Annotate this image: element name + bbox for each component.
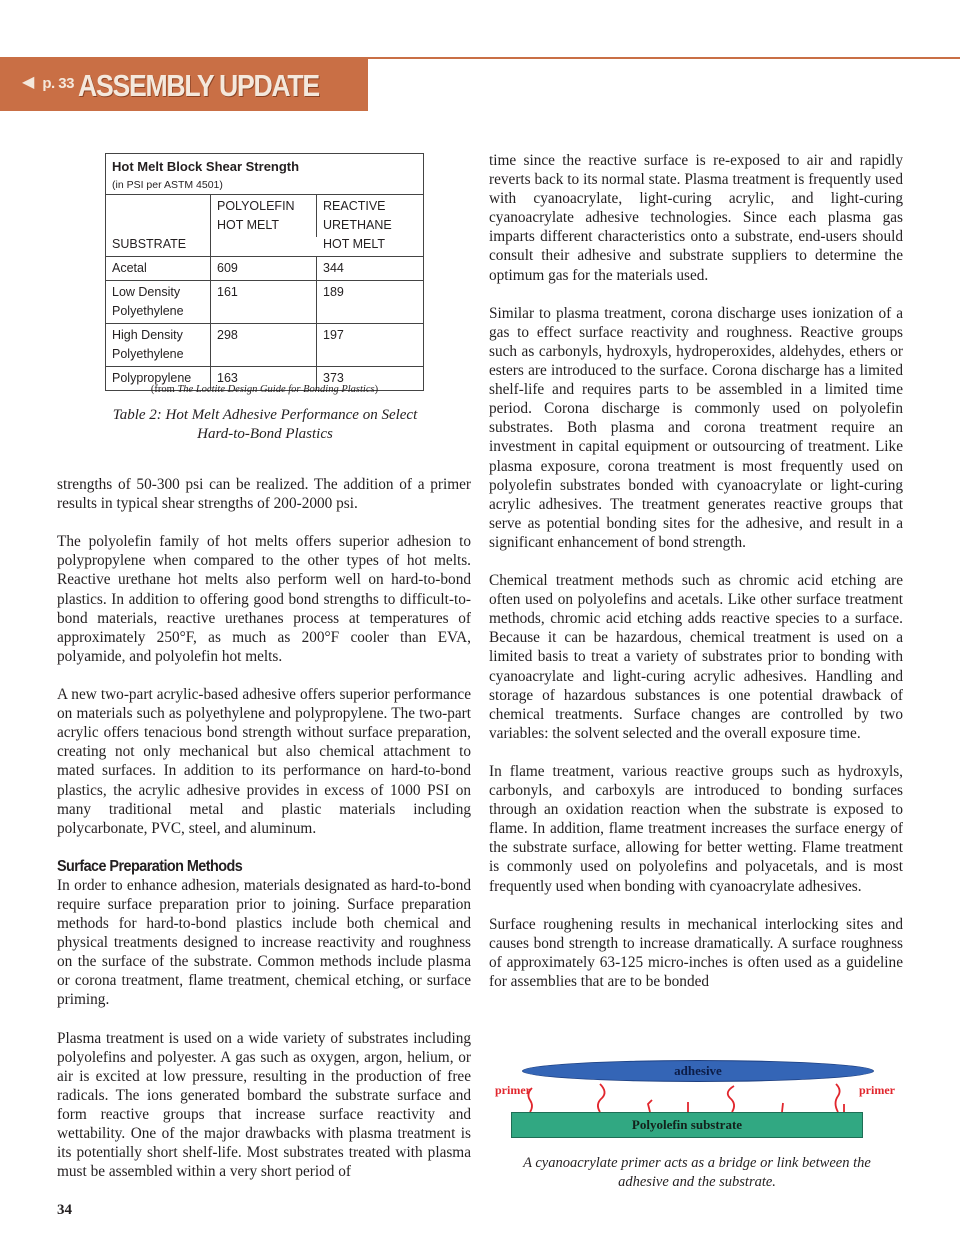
- table-cell: 344: [323, 261, 344, 275]
- header-rule: [368, 57, 960, 59]
- paragraph: time since the reactive surface is re-exposed to air and rapidly reverts back to its normal state. Plasma treatment is frequently used with cyanoacrylate, light-curing acrylic, and light-curing cyanoacrylate adhesive technologies. Since each plasma gas imparts different characteristics onto a substrate, end-users should consult their adhesive and substrate suppliers to determine the optimum gas for the materials used.: [489, 152, 903, 284]
- section-title: ASSEMBLY UPDATE: [78, 68, 319, 103]
- page-reference: p. 33: [42, 75, 74, 92]
- table-title: Hot Melt Block Shear Strength: [112, 159, 300, 174]
- left-column: [57, 475, 471, 1181]
- paragraph: Surface roughening results in mechanical interlocking sites and causes bond strength to increase dramatically. A surface roughness of approximately 63-125 micro-inches is often used as a guideline for assemblies that are to be bonded: [489, 915, 903, 991]
- adhesive-layer: adhesive: [522, 1060, 874, 1082]
- table-cell: 163: [211, 367, 317, 390]
- table-caption: Table 2: Hot Melt Adhesive Performance on Select Hard-to-Bond Plastics: [112, 407, 418, 442]
- table-cell: 373: [323, 371, 344, 385]
- table-cell: 161: [211, 281, 317, 323]
- primer-label-left: primer: [495, 1083, 531, 1097]
- paragraph: The polyolefin family of hot melts offers superior adhesion to polypropylene when compared to the other types of hot melts. Reactive urethane hot melts also perform well on hard-to-bond plastics. In addition to offering good bond strengths to difficult-to-bond materials, reactive urethanes process at temperatures of approximately 250°F, as much as 200°F cooler than EVA, polyamide, and polyolefin hot melts.: [57, 533, 471, 665]
- substrate-layer: Polyolefin substrate: [511, 1112, 863, 1138]
- right-column: [489, 151, 903, 991]
- primer-label-right: primer: [859, 1083, 895, 1097]
- figure-caption: A cyanoacrylate primer acts as a bridge or link between the adhesive and the substrate.: [523, 1155, 871, 1190]
- table-header-row: [106, 194, 423, 257]
- table-row: [106, 281, 423, 324]
- paragraph: Plasma treatment is used on a wide variety of substrates including polyolefins and polyester. A gas such as oxygen, argon, helium, or air is excited at low pressure, resulting in the production of free radicals. The ions generated bombard the substrate surface and form reactive groups that increase surface reactivity and wettability. One of the major drawbacks with plasma treatment is its potentially short shelf-life. Most substrates treated with plasma must be assembled within a very short period of: [57, 1029, 471, 1181]
- left-arrow-icon: ◀: [22, 74, 35, 91]
- table-cell: Low Density Polyethylene: [106, 281, 211, 323]
- table-cell: 298: [211, 324, 317, 366]
- column-header-polyolefin: POLYOLEFIN HOT MELT: [211, 195, 317, 237]
- table-cell: Acetal: [106, 257, 211, 280]
- table-cell: 197: [323, 328, 344, 342]
- paragraph: Chemical treatment methods such as chromic acid etching are often used on polyolefins and acetals. Like other surface treatment methods, chromic acid etching adds reactive species to a surface. Because it can be hazardous, chemical treatment is used on a limited basis to treat a variety of substrates prior to bonding with cyanoacrylate and light-curing acrylic adhesives. Handling and storage of hazardous substances is one potential drawback of chemical treatments. Surface changes are controlled by two variables: the solvent selected and the overall exposure time.: [489, 572, 903, 742]
- table-cell: 609: [211, 257, 317, 280]
- table-cell: Polypropylene: [106, 367, 211, 390]
- table-row: [106, 324, 423, 367]
- paragraph: In order to enhance adhesion, materials designated as hard-to-bond require surface preparation prior to joining. Surface preparation methods for hard-to-bond plastics include both chemical and physical treatments designed to increase reactivity and roughness on the surface of the substrate. Common methods include plasma or corona treatment, flame treatment, chemical etching, or surface priming.: [57, 876, 471, 1009]
- section-heading: Surface Preparation Methods: [57, 857, 243, 875]
- previous-page-link[interactable]: [22, 72, 74, 95]
- table-source: [105, 383, 424, 396]
- paragraph: In flame treatment, various reactive groups such as hydroxyls, carbonyls, and carboxyls are introduced to bonding surfaces through an oxidation reaction when the substrate is exposed to flame. In addition, flame treatment increases the surface energy of the substrate surface, allowing for better wetting. Flame treatment is commonly used on polyolefins and polyacetals, and is most frequently used when bonding with cyanoacrylate adhesives.: [489, 763, 903, 895]
- shear-strength-table: [105, 153, 424, 391]
- table-row: [106, 257, 423, 281]
- table-cell: High Density Polyethylene: [106, 324, 211, 366]
- table-subtitle: (in PSI per ASTM 4501): [112, 179, 223, 191]
- column-header-reactive-urethane: REACTIVE URETHANE HOT MELT: [323, 199, 392, 251]
- table-source-suffix: ): [374, 384, 379, 395]
- page-number: 34: [57, 1202, 72, 1218]
- table-source-title: The Loctite Design Guide for Bonding Plastics: [177, 384, 375, 395]
- table-cell: 189: [323, 285, 344, 299]
- paragraph: Similar to plasma treatment, corona discharge uses ionization of a gas to effect surface reactivity and roughness. Reactive groups such as carbonyls, hydroxyls, hydroperoxides, aldehydes, ethers or esters are introduced to the surface. Corona discharge has a limited shelf-life and requires parts to be assembled in a limited time period. Corona discharge is commonly used on polyolefin substrates. Both plasma and corona treatment require an investment in capital equipment or outsourcing of treatment. Like plasma exposure, corona treatment is most frequently used on polyolefin substrates bonded with cyanoacrylate or light-curing acrylic adhesives. The treatment generates reactive groups that serve as potential bonding sites for the adhesive, and result in a significant enhancement of bond strength.: [489, 304, 903, 551]
- table-source-prefix: (from: [150, 384, 178, 395]
- primer-diagram: [492, 1052, 902, 1146]
- column-header-substrate: SUBSTRATE: [106, 195, 211, 256]
- paragraph: A new two-part acrylic-based adhesive offers superior performance on materials such as polyethylene and polypropylene. The two-part acrylic offers tenacious bond strength without surface preparation, creating not only mechanical but also chemical attachment to mated surfaces. In addition to its performance on hard-to-bond plastics, the acrylic adhesive provides in excess of 1000 PSI on many traditional metal and plastic materials including polycarbonate, PVC, steel, and aluminum.: [57, 686, 471, 837]
- paragraph: strengths of 50-300 psi can be realized. The addition of a primer results in typical shear strengths of 200-2000 psi.: [57, 476, 471, 513]
